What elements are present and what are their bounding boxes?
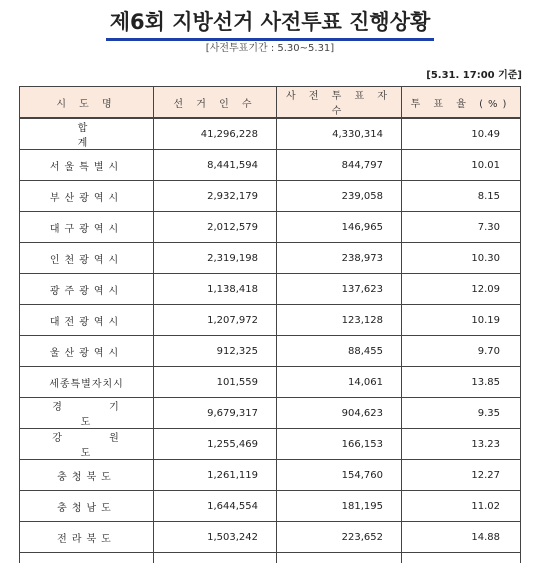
table-row bbox=[20, 181, 521, 212]
voters-count: 223,652 bbox=[277, 522, 402, 553]
turnout-rate: 8.15 bbox=[402, 181, 521, 212]
voters-count: 181,195 bbox=[277, 491, 402, 522]
voters-count: 238,973 bbox=[277, 243, 402, 274]
table-row-total bbox=[20, 118, 521, 150]
table-row bbox=[20, 491, 521, 522]
electors-count: 2,932,179 bbox=[154, 181, 277, 212]
voters-count: 844,797 bbox=[277, 150, 402, 181]
table-row bbox=[20, 305, 521, 336]
region-name: 충청남도 bbox=[20, 491, 154, 522]
voters-count: 239,058 bbox=[277, 181, 402, 212]
table-row bbox=[20, 429, 521, 460]
early-voting-table bbox=[19, 86, 521, 563]
table-row bbox=[20, 522, 521, 553]
electors-count: 8,441,594 bbox=[154, 150, 277, 181]
region-name: 광주광역시 bbox=[20, 274, 154, 305]
electors-count: 1,138,418 bbox=[154, 274, 277, 305]
voters-count: 123,128 bbox=[277, 305, 402, 336]
electors-count: 1,503,242 bbox=[154, 522, 277, 553]
electors-count: 1,255,469 bbox=[154, 429, 277, 460]
page-title: 제6회 지방선거 사전투표 진행상황 bbox=[0, 6, 540, 41]
voters-count: 166,153 bbox=[277, 429, 402, 460]
region-name: 대구광역시 bbox=[20, 212, 154, 243]
region-name: 서울특별시 bbox=[20, 150, 154, 181]
as-of-timestamp: [5.31. 17:00 기준] bbox=[426, 70, 522, 81]
table-row bbox=[20, 243, 521, 274]
turnout-rate: 9.35 bbox=[402, 398, 521, 429]
table-row bbox=[20, 460, 521, 491]
table-row bbox=[20, 398, 521, 429]
turnout-rate: 7.30 bbox=[402, 212, 521, 243]
electors-count: 101,559 bbox=[154, 367, 277, 398]
voting-period: [사전투표기간 : 5.30~5.31] bbox=[205, 43, 335, 54]
voters-count: 154,760 bbox=[277, 460, 402, 491]
region-name: 강 원 도 bbox=[20, 429, 154, 460]
electors-count: 912,325 bbox=[154, 336, 277, 367]
turnout-rate: 10.19 bbox=[402, 305, 521, 336]
table-row bbox=[20, 336, 521, 367]
electors-count: 1,261,119 bbox=[154, 460, 277, 491]
turnout-rate: 9.70 bbox=[402, 336, 521, 367]
region-name: 전라북도 bbox=[20, 522, 154, 553]
region-name: 합 계 bbox=[20, 118, 154, 150]
voters-count: 14,061 bbox=[277, 367, 402, 398]
turnout-rate: 10.49 bbox=[402, 118, 521, 150]
voters-count: 146,965 bbox=[277, 212, 402, 243]
voters-count: 137,623 bbox=[277, 274, 402, 305]
region-name: 대전광역시 bbox=[20, 305, 154, 336]
region-name: 부산광역시 bbox=[20, 181, 154, 212]
table-row bbox=[20, 274, 521, 305]
table-row-cutoff bbox=[20, 553, 521, 564]
turnout-rate: 11.02 bbox=[402, 491, 521, 522]
electors-count: 2,012,579 bbox=[154, 212, 277, 243]
region-name: 인천광역시 bbox=[20, 243, 154, 274]
col-header-rate: 투 표 율 (%) bbox=[402, 87, 521, 119]
region-name: 충청북도 bbox=[20, 460, 154, 491]
turnout-rate: 12.27 bbox=[402, 460, 521, 491]
voters-count: 4,330,314 bbox=[277, 118, 402, 150]
table-row bbox=[20, 150, 521, 181]
electors-count: 1,644,554 bbox=[154, 491, 277, 522]
turnout-rate: 13.85 bbox=[402, 367, 521, 398]
table-row bbox=[20, 367, 521, 398]
col-header-region: 시 도 명 bbox=[20, 87, 154, 119]
turnout-rate: 10.30 bbox=[402, 243, 521, 274]
turnout-rate: 12.09 bbox=[402, 274, 521, 305]
turnout-rate: 10.01 bbox=[402, 150, 521, 181]
electors-count: 2,319,198 bbox=[154, 243, 277, 274]
table-row bbox=[20, 212, 521, 243]
electors-count: 1,207,972 bbox=[154, 305, 277, 336]
electors-count: 9,679,317 bbox=[154, 398, 277, 429]
turnout-rate: 14.88 bbox=[402, 522, 521, 553]
electors-count: 41,296,228 bbox=[154, 118, 277, 150]
region-name: 경 기 도 bbox=[20, 398, 154, 429]
voters-count: 904,623 bbox=[277, 398, 402, 429]
region-name: 세종특별자치시 bbox=[20, 367, 154, 398]
col-header-voters: 사 전 투 표 자 수 bbox=[277, 87, 402, 119]
voters-count: 88,455 bbox=[277, 336, 402, 367]
table-header-row bbox=[20, 87, 521, 119]
turnout-rate: 13.23 bbox=[402, 429, 521, 460]
col-header-electors: 선 거 인 수 bbox=[154, 87, 277, 119]
region-name: 울산광역시 bbox=[20, 336, 154, 367]
